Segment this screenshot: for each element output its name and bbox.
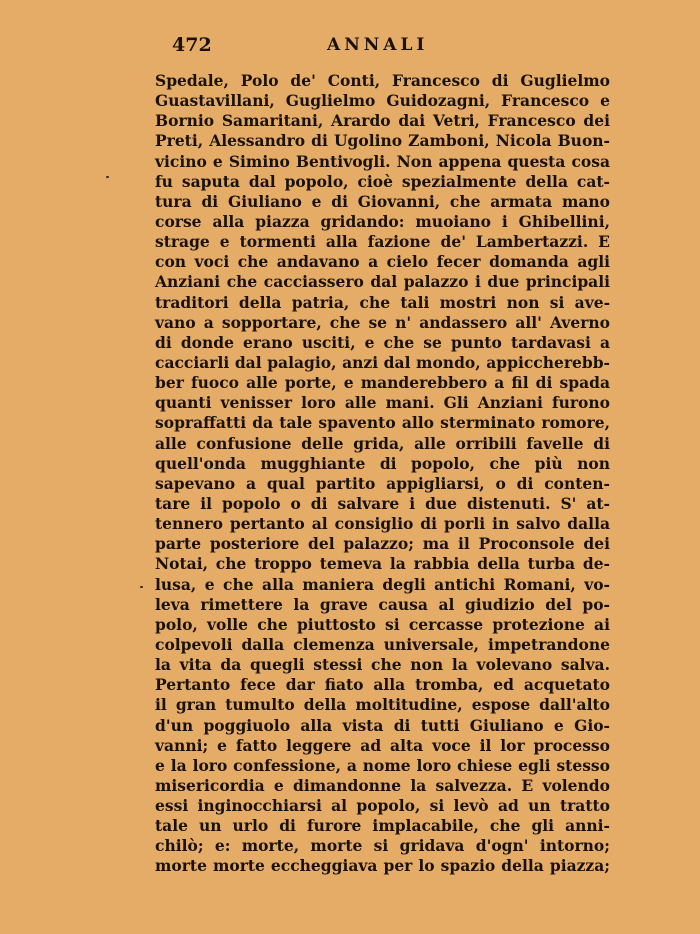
text-line: con voci che andavano a cielo fecer domanda agli [155, 252, 610, 272]
text-line: vanni; e fatto leggere ad alta voce il lor processo [155, 735, 610, 755]
text-line: Preti, Alessandro di Ugolino Zamboni, Nicola Buon- [155, 131, 610, 151]
text-line: la vita da quegli stessi che non la volevano salva. [155, 655, 610, 675]
text-line: essi inginocchiarsi al popolo, si levò ad un tratto [155, 796, 610, 816]
text-line: d'un poggiuolo alla vista di tutti Giuliano e Gio- [155, 715, 610, 735]
text-line: quanti venisser loro alle mani. Gli Anziani furono [155, 393, 610, 413]
page-header [155, 34, 610, 60]
text-line: il gran tumulto della moltitudine, espose dall'alto [155, 695, 610, 715]
text-line: polo, volle che piuttosto si cercasse protezione ai [155, 614, 610, 634]
ink-speck [140, 586, 143, 588]
text-line: Pertanto fece dar fiato alla tromba, ed acquetato [155, 675, 610, 695]
text-line: Anziani che cacciassero dal palazzo i due principali [155, 272, 610, 292]
text-line: parte posteriore del palazzo; ma il Proconsole dei [155, 534, 610, 554]
text-line: cacciarli dal palagio, anzi dal mondo, appiccherebb- [155, 352, 610, 372]
text-line: tale un urlo di furore implacabile, che gli anni- [155, 816, 610, 836]
text-line: chilò; e: morte, morte si gridava d'ogn' intorno; [155, 836, 610, 856]
text-line: corse alla piazza gridando: muoiano i Ghibellini, [155, 211, 610, 231]
text-line: vano a sopportare, che se n' andassero all' Averno [155, 312, 610, 332]
text-line: Guastavillani, Guglielmo Guidozagni, Francesco e [155, 91, 610, 111]
text-line: Spedale, Polo de' Conti, Francesco di Guglielmo [155, 71, 610, 90]
text-line: lusa, e che alla maniera degli antichi Romani, vo- [155, 574, 610, 594]
text-line: leva rimettere la grave causa al giudizio del po- [155, 594, 610, 614]
text-line: tura di Giuliano e di Giovanni, che armata mano [155, 191, 610, 211]
text-line: di donde erano usciti, e che se punto tardavasi a [155, 332, 610, 352]
text-line: ber fuoco alle porte, e manderebbero a fil di spada [155, 373, 610, 393]
text-line: sapevano a qual partito appigliarsi, o di conten- [155, 473, 610, 493]
text-line: fu saputa dal popolo, cioè spezialmente della cat- [155, 171, 610, 191]
text-line: quell'onda mugghiante di popolo, che più non [155, 453, 610, 473]
text-line: Notai, che troppo temeva la rabbia della turba de- [155, 554, 610, 574]
text-line: morte morte eccheggiava per lo spazio della piazza; [155, 856, 610, 876]
text-line: tare il popolo o di salvare i due distenuti. S' at- [155, 493, 610, 513]
text-line: tennero pertanto al consiglio di porli in salvo dalla [155, 514, 610, 534]
text-line: alle confusione delle grida, alle orribili favelle di [155, 433, 610, 453]
text-line: sopraffatti da tale spavento allo sterminato romore, [155, 413, 610, 433]
text-line: traditori della patria, che tali mostri non si ave- [155, 292, 610, 312]
text-line: vicino e Simino Bentivogli. Non appena questa cosa [155, 151, 610, 171]
page-number: 472 [172, 34, 212, 56]
ink-speck [106, 176, 109, 178]
text-line: colpevoli dalla clemenza universale, impetrandone [155, 634, 610, 654]
text-line: Bornio Samaritani, Arardo dai Vetri, Francesco dei [155, 111, 610, 131]
text-line: misericordia e dimandonne la salvezza. E volendo [155, 775, 610, 795]
text-line: strage e tormenti alla fazione de' Lambertazzi. E [155, 232, 610, 252]
body-text [155, 71, 610, 877]
running-head: ANNALI [327, 35, 429, 55]
text-line: e la loro confessione, a nome loro chiese egli stesso [155, 755, 610, 775]
